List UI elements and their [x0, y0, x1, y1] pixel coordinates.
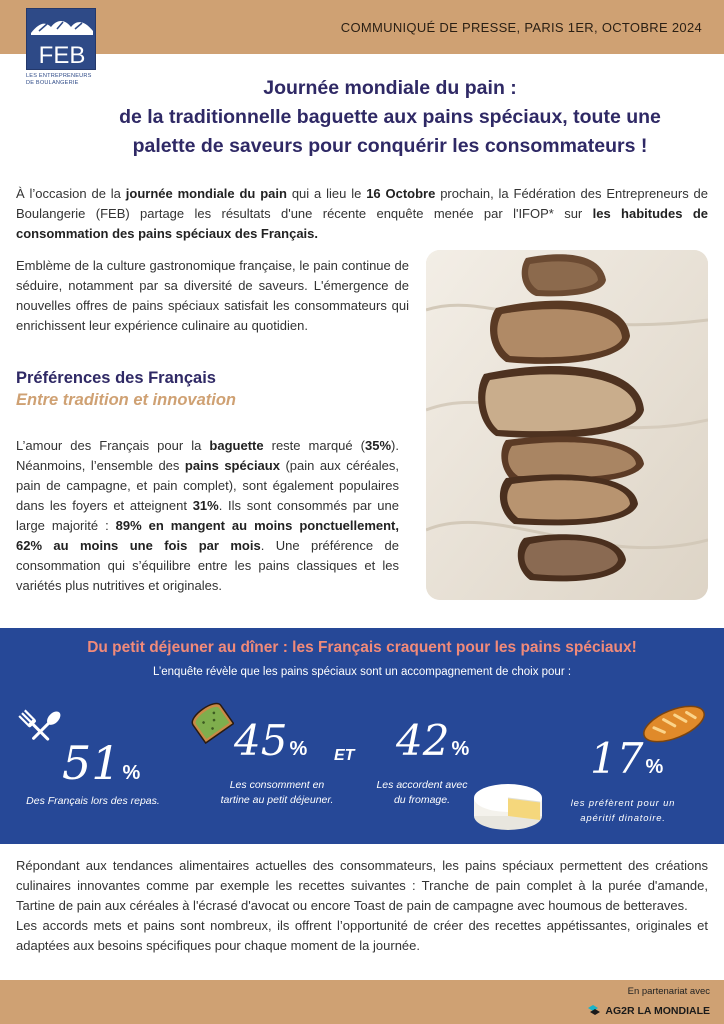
page-title: Journée mondiale du pain : de la traditionnelle baguette aux pains spéciaux, toute une palette de saveurs pour conquérir les consommateurs ! — [119, 77, 661, 157]
press-release-line: COMMUNIQUÉ DE PRESSE, PARIS 1ER, OCTOBRE 2024 — [340, 20, 702, 35]
stat-value-meals: 51 % — [62, 736, 141, 790]
avocado-toast-icon — [188, 698, 234, 744]
stat-value-cheese: 42 % — [396, 716, 470, 765]
stats-band — [0, 628, 724, 844]
section-subheading: Entre tradition et innovation — [16, 391, 237, 409]
partner-label: En partenariat avec — [627, 986, 710, 997]
cheese-icon — [470, 776, 546, 836]
cutlery-icon — [18, 698, 64, 744]
partner-logo: AG2R LA MONDIALE — [587, 1004, 710, 1018]
ag2r-logo-icon — [587, 1004, 601, 1018]
stat-caption-meals: Des Français lors des repas. — [26, 795, 160, 807]
preferences-paragraph: L’amour des Français pour la baguette reste marqué (35%). Néanmoins, l’ensemble des pains spéciaux (pain aux céréales, pain de campagne, et pain complet), sont également populaires dans les foyers et atteignent 31%. Ils sont consommés par une large majorité : 89% en mangent au moins ponctuellement, 62% au moins une fois par mois. Une préférence de consommation qui s’équilibre entre les pains classiques et les variétés plus nutritives et originales. — [16, 438, 399, 593]
bread-slices-photo — [426, 250, 708, 600]
section-heading: Préférences des Français — [16, 369, 216, 387]
feb-logo-mark — [26, 8, 96, 70]
stat-value-aperitif: 17 % — [590, 734, 664, 783]
connector-et: ET — [334, 747, 355, 764]
stat-caption-breakfast: Les consomment en tartine au petit déjeuner. — [220, 779, 334, 806]
intro-paragraph: À l’occasion de la journée mondiale du pain qui a lieu le 16 Octobre prochain, la Fédération des Entrepreneurs de Boulangerie (FEB) partage les résultats d'une récente enquête menée par l'IFOP* sur les habitudes de consommation des pains spéciaux des Français. — [16, 186, 709, 241]
stat-caption-cheese: Les accordent avec du fromage. — [376, 779, 468, 806]
logo-subtitle: LES ENTREPRENEURS DE BOULANGERIE — [26, 73, 92, 86]
recipes-paragraph: Répondant aux tendances alimentaires actuelles des consommateurs, les pains spéciaux permettent des créations culinaires innovantes comme par exemple les recettes suivantes : Tranche de pain complet à la purée d'amande, Tartine de pain aux céréales à l'écrasé d'avocat ou encore Toast de pain de campagne avec houmous de betteraves. Les accords mets et pains sont nombreux, ils offrent l’opportunité de créer des recettes appétissantes, originales et adaptées aux besoins spécifiques pour chaque moment de la journée. — [16, 858, 708, 953]
band-title: Du petit déjeuner au dîner : les Français craquent pour les pains spéciaux! — [87, 639, 637, 656]
stat-caption-aperitif: les préfèrent pour un apéritif dinatoire. — [570, 798, 676, 824]
culture-paragraph: Emblème de la culture gastronomique française, le pain continue de séduire, notamment par sa diversité de saveurs. L'émergence de nouvelles offres de pains spéciaux satisfait les consommateurs qui enrichissent leur expérience culinaire au quotidien. — [16, 258, 409, 333]
band-subtitle: L’enquête révèle que les pains spéciaux sont un accompagnement de choix pour : — [152, 666, 572, 678]
logo-text: FEB — [38, 42, 86, 69]
feb-logo — [26, 8, 98, 104]
stat-value-breakfast: 45 % — [234, 716, 308, 765]
